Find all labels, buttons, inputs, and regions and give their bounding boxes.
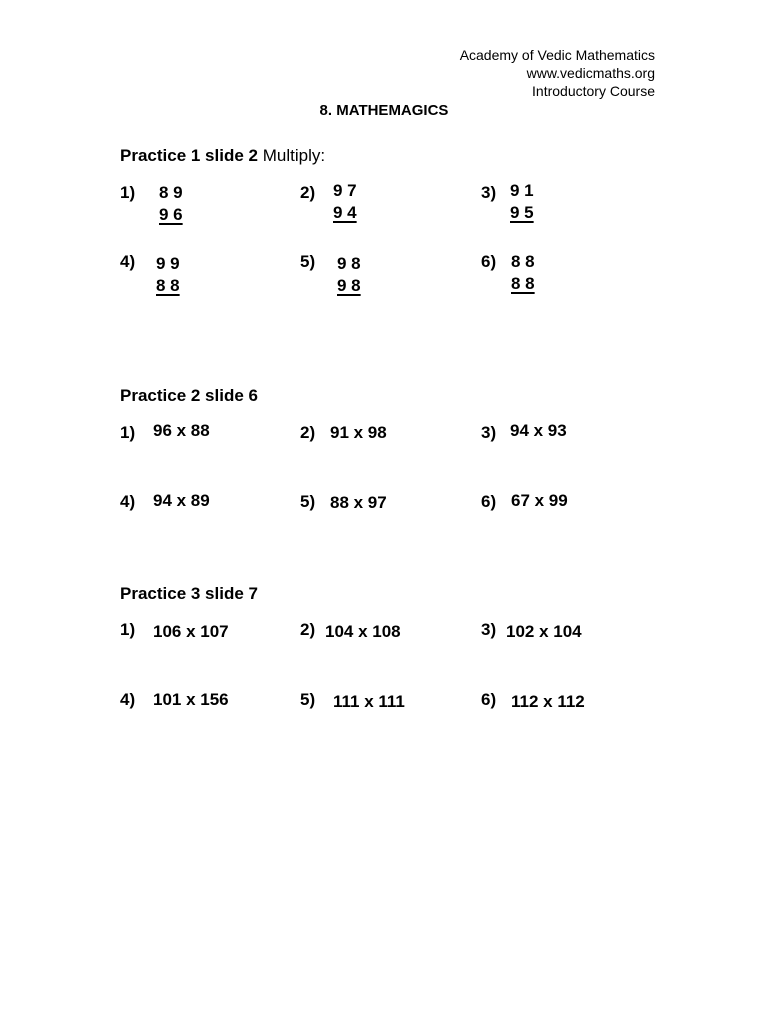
practice2-heading: Practice 2 slide 6 bbox=[120, 386, 258, 405]
p3-problem-6-number: 6) bbox=[481, 690, 497, 709]
p1-problem-5-bottom: 9 8 bbox=[337, 276, 361, 295]
p2-problem-6-expr: 67 x 99 bbox=[511, 491, 568, 510]
p1-problem-4-number: 4) bbox=[120, 252, 136, 271]
header-url: www.vedicmaths.org bbox=[526, 65, 655, 81]
p3-problem-3-number: 3) bbox=[481, 620, 497, 639]
p1-problem-6-bottom: 8 8 bbox=[511, 274, 535, 293]
p1-problem-2-number: 2) bbox=[300, 183, 316, 202]
p1-problem-3-bottom: 9 5 bbox=[510, 203, 534, 222]
p2-problem-6-number: 6) bbox=[481, 492, 497, 511]
p2-problem-2-number: 2) bbox=[300, 423, 316, 442]
header-org: Academy of Vedic Mathematics bbox=[459, 47, 655, 63]
p2-problem-4-expr: 94 x 89 bbox=[153, 491, 210, 510]
p2-problem-3-expr: 94 x 93 bbox=[510, 421, 567, 440]
p1-problem-2-bottom: 9 4 bbox=[333, 203, 357, 222]
p3-problem-1-expr: 106 x 107 bbox=[153, 622, 229, 641]
p3-problem-5-expr: 111 x 111 bbox=[333, 692, 405, 711]
p1-problem-5 bbox=[337, 253, 361, 297]
p1-problem-1-bottom: 9 6 bbox=[159, 205, 183, 224]
p1-problem-1-top: 8 9 bbox=[159, 183, 183, 202]
p3-problem-5-number: 5) bbox=[300, 690, 316, 709]
p2-problem-5-number: 5) bbox=[300, 492, 316, 511]
practice3-heading: Practice 3 slide 7 bbox=[120, 584, 258, 603]
p1-problem-4 bbox=[156, 253, 180, 297]
practice1-heading bbox=[120, 145, 325, 167]
p3-problem-1-number: 1) bbox=[120, 620, 136, 639]
p3-problem-6-expr: 112 x 112 bbox=[511, 692, 585, 711]
p3-problem-2-number: 2) bbox=[300, 620, 316, 639]
p2-problem-1-expr: 96 x 88 bbox=[153, 421, 210, 440]
p2-problem-3-number: 3) bbox=[481, 423, 497, 442]
p1-problem-1 bbox=[159, 182, 183, 226]
p1-problem-4-top: 9 9 bbox=[156, 254, 180, 273]
p2-problem-1-number: 1) bbox=[120, 423, 136, 442]
practice1-heading-text: Practice 1 slide 2 bbox=[120, 146, 258, 165]
p2-problem-5-expr: 88 x 97 bbox=[330, 493, 387, 512]
p1-problem-5-top: 9 8 bbox=[337, 254, 361, 273]
p3-problem-2-expr: 104 x 108 bbox=[325, 622, 401, 641]
p1-problem-4-bottom: 8 8 bbox=[156, 276, 180, 295]
p1-problem-3 bbox=[510, 180, 534, 224]
header-course: Introductory Course bbox=[532, 83, 655, 99]
p1-problem-3-top: 9 1 bbox=[510, 181, 534, 200]
page-title: 8. MATHEMAGICS bbox=[319, 102, 449, 119]
p2-problem-4-number: 4) bbox=[120, 492, 136, 511]
p1-problem-2-top: 9 7 bbox=[333, 181, 357, 200]
p1-problem-1-number: 1) bbox=[120, 183, 136, 202]
p1-problem-6 bbox=[511, 251, 535, 295]
p1-problem-5-number: 5) bbox=[300, 252, 316, 271]
p2-problem-2-expr: 91 x 98 bbox=[330, 423, 387, 442]
p3-problem-4-expr: 101 x 156 bbox=[153, 690, 229, 709]
p1-problem-6-number: 6) bbox=[481, 252, 497, 271]
p3-problem-4-number: 4) bbox=[120, 690, 136, 709]
p3-problem-3-expr: 102 x 104 bbox=[506, 622, 582, 641]
p1-problem-3-number: 3) bbox=[481, 183, 497, 202]
p1-problem-2 bbox=[333, 180, 357, 224]
practice1-instruction: Multiply: bbox=[262, 146, 326, 165]
p1-problem-6-top: 8 8 bbox=[511, 252, 535, 271]
